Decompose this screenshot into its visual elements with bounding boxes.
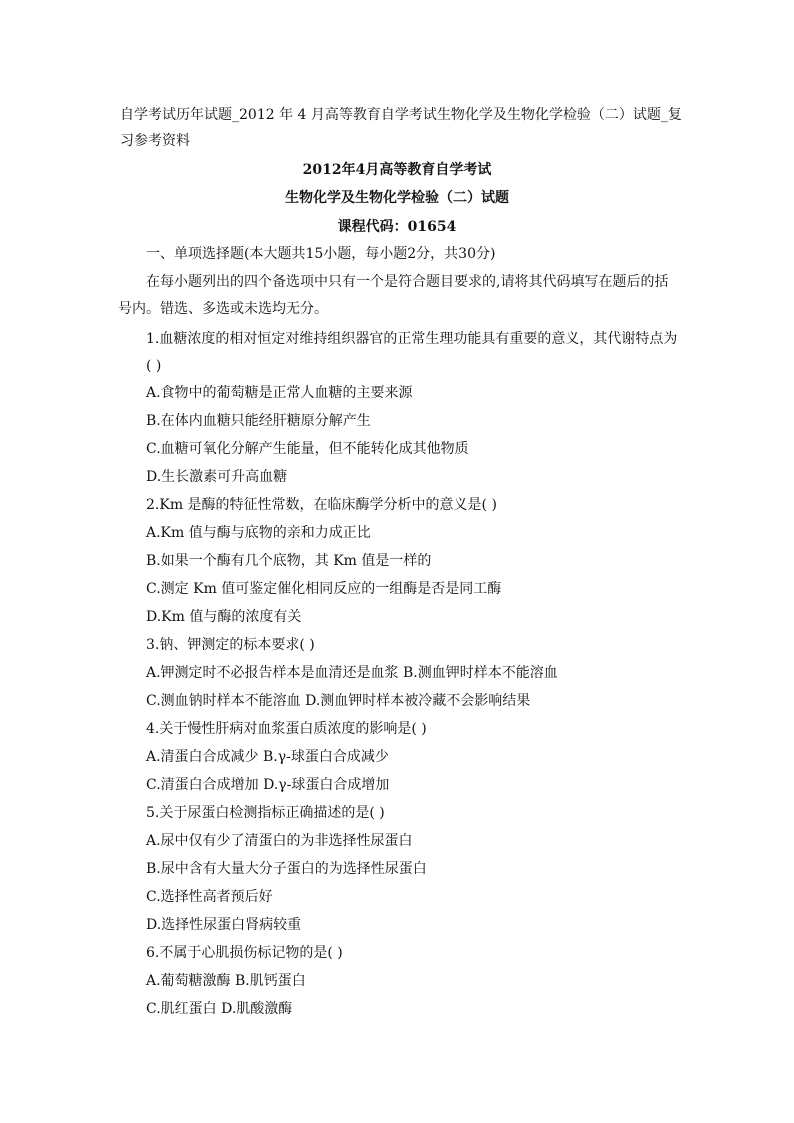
question-6-options-ab: A.葡萄糖激酶 B.肌钙蛋白 bbox=[146, 973, 306, 989]
question-2-option-a: A.Km 值与酶与底物的亲和力成正比 bbox=[146, 525, 371, 541]
question-5-option-a: A.尿中仅有少了清蛋白的为非选择性尿蛋白 bbox=[146, 833, 413, 849]
document-header-line-2: 习参考资料 bbox=[120, 133, 190, 149]
course-code: 课程代码：01654 bbox=[337, 219, 457, 235]
question-2-stem: 2.Km 是酶的特征性常数，在临床酶学分析中的意义是( ) bbox=[146, 497, 497, 513]
question-1-option-b: B.在体内血糖只能经肝糖原分解产生 bbox=[146, 413, 371, 429]
question-1-stem-line-2: ( ) bbox=[146, 358, 162, 374]
document-header-line-1: 自学考试历年试题_2012 年 4 月高等教育自学考试生物化学及生物化学检验（二）试题_复 bbox=[120, 107, 682, 123]
section-heading: 一、单项选择题(本大题共15小题，每小题2分，共30分) bbox=[146, 246, 496, 262]
exam-title: 2012年4月高等教育自学考试 bbox=[302, 162, 492, 178]
instruction-line-1: 在每小题列出的四个备选项中只有一个是符合题目要求的,请将其代码填写在题后的括 bbox=[146, 274, 669, 290]
question-2-option-d: D.Km 值与酶的浓度有关 bbox=[146, 609, 302, 625]
question-4-stem: 4.关于慢性肝病对血浆蛋白质浓度的影响是( ) bbox=[146, 721, 427, 737]
question-5-option-c: C.选择性高者预后好 bbox=[146, 889, 273, 905]
question-1-option-d: D.生长激素可升高血糖 bbox=[146, 469, 288, 485]
question-4-options-cd: C.清蛋白合成增加 D.γ-球蛋白合成增加 bbox=[146, 777, 390, 793]
question-3-options-cd: C.测血钠时样本不能溶血 D.测血钾时样本被冷藏不会影响结果 bbox=[146, 693, 531, 709]
question-6-options-cd: C.肌红蛋白 D.肌酸激酶 bbox=[146, 1001, 293, 1017]
question-5-option-d: D.选择性尿蛋白肾病较重 bbox=[146, 917, 302, 933]
question-6-stem: 6.不属于心肌损伤标记物的是( ) bbox=[146, 945, 343, 961]
question-4-options-ab: A.清蛋白合成减少 B.γ-球蛋白合成减少 bbox=[146, 749, 389, 765]
subject-title: 生物化学及生物化学检验（二）试题 bbox=[285, 190, 509, 206]
instruction-line-2: 号内。错选、多选或未选均无分。 bbox=[118, 301, 328, 317]
question-1-option-c: C.血糖可氧化分解产生能量，但不能转化成其他物质 bbox=[146, 441, 469, 457]
question-2-option-c: C.测定 Km 值可鉴定催化相同反应的一组酶是否是同工酶 bbox=[146, 581, 502, 597]
question-3-options-ab: A.钾测定时不必报告样本是血清还是血浆 B.测血钾时样本不能溶血 bbox=[146, 665, 558, 681]
question-3-stem: 3.钠、钾测定的标本要求( ) bbox=[146, 637, 315, 653]
question-5-option-b: B.尿中含有大量大分子蛋白的为选择性尿蛋白 bbox=[146, 861, 427, 877]
question-1-option-a: A.食物中的葡萄糖是正常人血糖的主要来源 bbox=[146, 385, 413, 401]
question-2-option-b: B.如果一个酶有几个底物，其 Km 值是一样的 bbox=[146, 553, 432, 569]
question-5-stem: 5.关于尿蛋白检测指标正确描述的是( ) bbox=[146, 805, 385, 821]
question-1-stem: 1.血糖浓度的相对恒定对维持组织器官的正常生理功能具有重要的意义，其代谢特点为 bbox=[146, 331, 678, 347]
